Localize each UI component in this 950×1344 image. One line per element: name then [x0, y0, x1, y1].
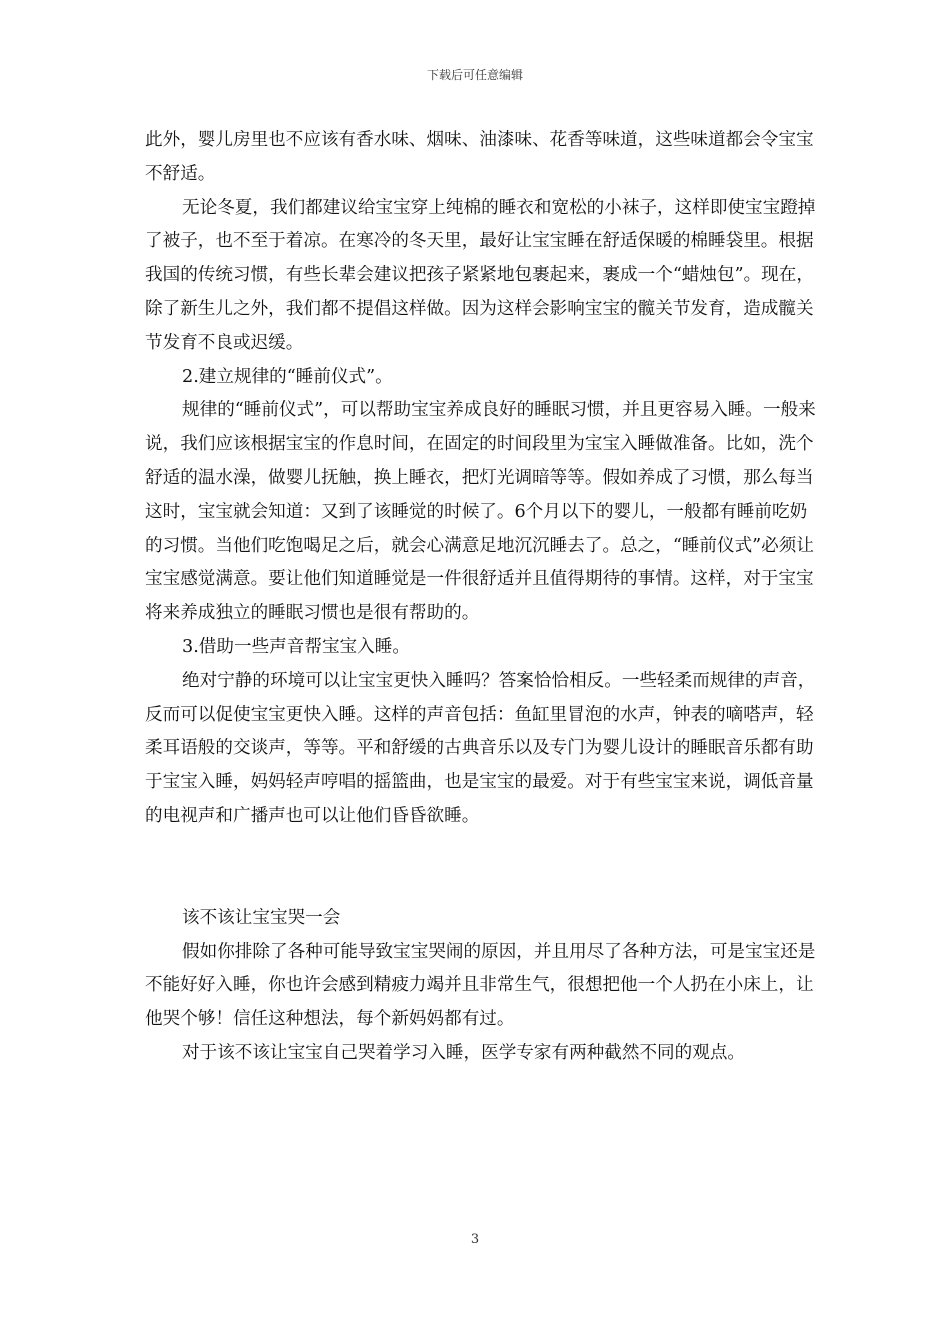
section-gap: [145, 834, 821, 902]
page-number: 3: [470, 1232, 480, 1247]
paragraph-sounds: 绝对宁静的环境可以让宝宝更快入睡吗？答案恰恰相反。一些轻柔而规律的声音，反而可以促使宝宝更快入睡。这样的声音包括：鱼缸里冒泡的水声，钟表的嘀嗒声，轻柔耳语般的交谈声，等等。平和舒缓的古典音乐以及专门为婴儿设计的睡眠音乐都有助于宝宝入睡，妈妈轻声哼唱的摇篮曲，也是宝宝的最爱。对于有些宝宝来说，调低音量的电视声和广播声也可以让他们昏昏欲睡。: [145, 670, 816, 826]
paragraph-intro: 此外，婴儿房里也不应该有香水味、烟味、油漆味、花香等味道，这些味道都会令宝宝不舒适。: [145, 130, 814, 184]
paragraph-crying: 假如你排除了各种可能导致宝宝哭闹的原因，并且用尽了各种方法，可是宝宝还是不能好好入睡，你也许会感到精疲力竭并且非常生气，很想把他一个人扔在小床上，让他哭个够！信任这种想法，每个新妈妈都有过。: [145, 941, 816, 1030]
paragraph-experts: 对于该不该让宝宝自己哭着学习入睡，医学专家有两种截然不同的观点。: [182, 1042, 746, 1063]
section-heading-3: 3.借助一些声音帮宝宝入睡。: [182, 636, 410, 657]
paragraph-clothing: 无论冬夏，我们都建议给宝宝穿上纯棉的睡衣和宽松的小袜子，这样即使宝宝蹬掉了被子，也不至于着凉。在寒冷的冬天里，最好让宝宝睡在舒适保暖的棉睡袋里。根据我国的传统习惯，有些长辈会建议把孩子紧紧地包裹起来，裹成一个“蜡烛包”。现在，除了新生儿之外，我们都不提倡这样做。因为这样会影响宝宝的髋关节发育，造成髋关节发育不良或迟缓。: [145, 197, 816, 353]
page-header: 下载后可任意编辑: [426, 68, 523, 82]
section-heading-2: 2.建立规律的“睡前仪式”。: [182, 366, 393, 387]
paragraph-bedtime-ritual: 规律的“睡前仪式”，可以帮助宝宝养成良好的睡眠习惯，并且更容易入睡。一般来说，我们应该根据宝宝的作息时间，在固定的时间段里为宝宝入睡做准备。比如，洗个舒适的温水澡，做婴儿抚触，换上睡衣，把灯光调暗等等。假如养成了习惯，那么每当这时，宝宝就会知道：又到了该睡觉的时候了。6个月以下的婴儿，一般都有睡前吃奶的习惯。当他们吃饱喝足之后，就会心满意足地沉沉睡去了。总之，“睡前仪式”必须让宝宝感觉满意。要让他们知道睡觉是一件很舒适并且值得期待的事情。这样，对于宝宝将来养成独立的睡眠习惯也是很有帮助的。: [145, 400, 816, 624]
body-text: [145, 124, 821, 1071]
section-title-crying: 该不该让宝宝哭一会: [182, 907, 341, 928]
